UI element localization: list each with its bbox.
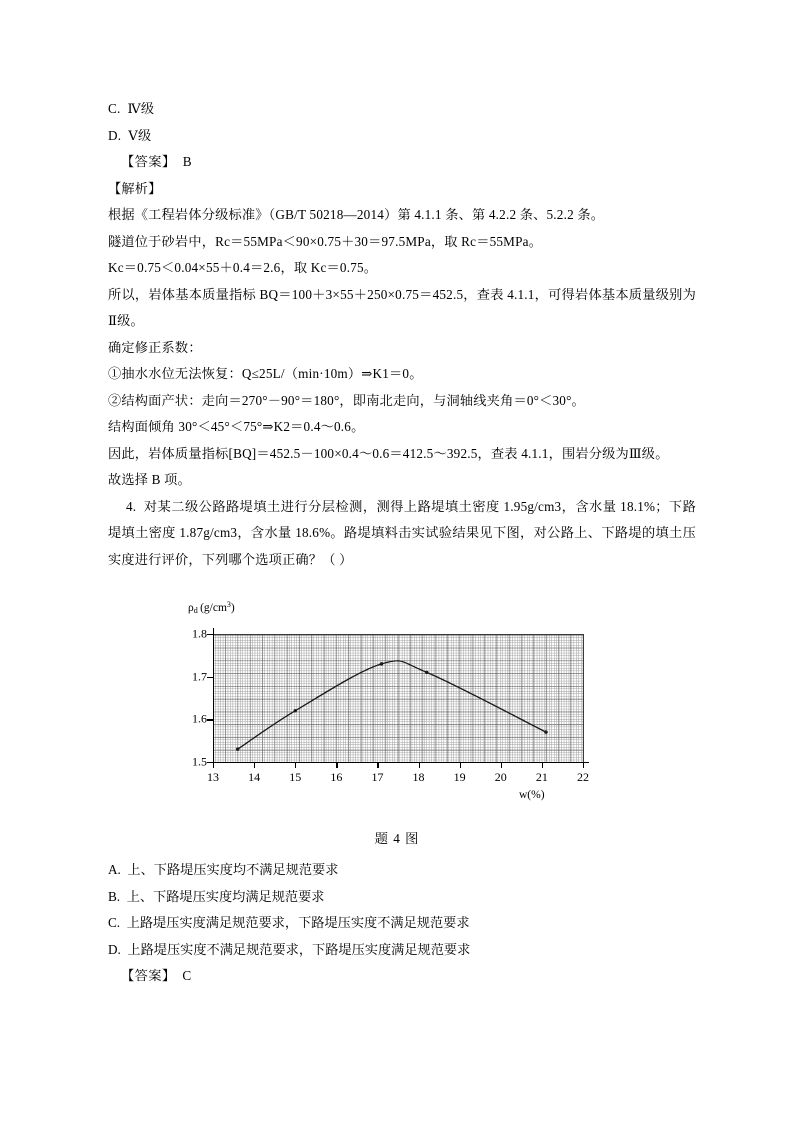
compaction-curve-points [236, 662, 548, 751]
analysis-line-6: ①抽水水位无法恢复：Q≤25L/（min·10m）⇒K1＝0。 [108, 366, 423, 381]
compaction-curve-svg [213, 634, 583, 762]
option-b-label: B. [108, 888, 121, 904]
choice-d [108, 123, 696, 150]
x-tick-label-19: 19 [453, 770, 466, 784]
x-tick-label-21: 21 [535, 770, 548, 784]
option-b [108, 884, 696, 911]
question-4-number: 4. [126, 498, 137, 514]
x-axis-label: w(%) [519, 789, 545, 801]
choice-d-label: D. [108, 127, 122, 143]
answer-q4-value: C [182, 968, 192, 983]
data-point-15-1.62 [294, 709, 297, 712]
option-a-text: 上、下路堤压实度均不满足规范要求 [127, 862, 339, 877]
answer-q3-value: B [182, 154, 192, 169]
x-tick-label-20: 20 [494, 770, 507, 784]
y-tick-label-1.7: 1.7 [192, 669, 207, 684]
question-4-options [108, 857, 696, 990]
data-point-21.1-1.57 [544, 730, 547, 733]
x-tick-17 [377, 762, 378, 768]
x-tick-label-13: 13 [207, 770, 219, 784]
x-tick-label-18: 18 [412, 770, 425, 784]
option-c-text: 上路堤压实度满足规范要求，下路堤压实度不满足规范要求 [126, 915, 470, 930]
answer-q3-label: 【答案】 [121, 154, 176, 169]
analysis-line-2: 隧道位于砂岩中，Rc＝55MPa＜90×0.75＋30＝97.5MPa，取 Rc＝55MPa。 [108, 233, 543, 249]
y-axis-label-rho: ρ [188, 602, 194, 614]
compaction-curve-figure [186, 600, 606, 815]
option-d-label: D. [108, 941, 121, 957]
data-point-17.1-1.73 [380, 662, 383, 665]
answer-q4 [108, 963, 696, 990]
option-a-label: A. [108, 862, 121, 877]
answer-q4-label: 【答案】 [121, 968, 176, 983]
x-tick-16 [336, 762, 337, 768]
analysis-line-9: 因此，岩体质量指标[BQ]＝452.5－100×0.4～0.6＝412.5～392.5，查表 4.1.1，围岩分级为Ⅲ级。 [108, 445, 669, 461]
option-d [108, 937, 696, 964]
option-d-text: 上路堤压实度不满足规范要求，下路堤压实度满足规范要求 [127, 941, 471, 957]
x-tick-14 [254, 762, 255, 768]
y-axis-label-subscript: d [193, 606, 198, 615]
analysis-line-8: 结构面倾角 30°＜45°＜75°⇒K2＝0.4～0.6。 [108, 419, 365, 434]
x-tick-21 [542, 762, 543, 768]
x-tick-22 [583, 762, 584, 768]
x-tick-label-22: 22 [577, 770, 589, 784]
analysis-line-10: 故选择 B 项。 [108, 472, 191, 487]
x-tick-20 [501, 762, 502, 768]
option-a [108, 857, 696, 884]
compaction-curve-line [238, 661, 546, 749]
answer-q3 [108, 149, 696, 176]
x-axis-line [207, 762, 589, 763]
figure-caption: 题 4 图 [374, 831, 420, 846]
y-tick-label-1.8: 1.8 [192, 626, 207, 641]
x-tick-18 [419, 762, 420, 768]
choice-c-text: Ⅳ级 [127, 101, 155, 116]
y-tick-label-1.6: 1.6 [192, 711, 207, 726]
x-tick-label-15: 15 [289, 770, 302, 784]
analysis-line-3: Kc＝0.75＜0.04×55＋0.4＝2.6，取 Kc＝0.75。 [108, 260, 378, 275]
y-axis-label-unit-post: ) [230, 602, 235, 614]
x-tick-label-17: 17 [371, 770, 384, 784]
option-c [108, 910, 696, 937]
data-point-13.6-1.53 [236, 748, 239, 751]
y-axis-label [188, 600, 235, 615]
choice-d-text: Ⅴ级 [128, 127, 152, 143]
analysis-line-5: 确定修正系数： [108, 339, 202, 355]
x-tick-19 [460, 762, 461, 768]
x-tick-label-14: 14 [248, 770, 261, 784]
data-point-18.2-1.71 [425, 671, 428, 674]
y-axis-label-unit-exponent: 3 [226, 600, 231, 609]
document-content [108, 96, 696, 573]
analysis-header: 【解析】 [108, 180, 162, 196]
choice-c [108, 96, 696, 123]
x-tick-13 [213, 762, 214, 768]
choice-c-label: C. [108, 101, 121, 116]
question-4-text: 对某二级公路路堤填土进行分层检测，测得上路堤填土密度 1.95g/cm3，含水量 18.1%；下路堤填土密度 1.87g/cm3，含水量 18.6%。路堤填料击实试验结果见下图，对公路上、下路堤的填土压实度进行评价，下列哪个选项正确？（ ） [108, 498, 696, 567]
x-tick-label-16: 16 [330, 770, 343, 784]
analysis-line-1: 根据《工程岩体分级标准》（GB/T 50218—2014）第 4.1.1 条、第 4.2.2 条、5.2.2 条。 [108, 207, 605, 222]
analysis-line-4: 所以，岩体基本质量指标 BQ＝100＋3×55＋250×0.75＝452.5，查表 4.1.1，可得岩体基本质量级别为Ⅱ级。 [108, 286, 696, 328]
y-tick-label-1.5: 1.5 [192, 754, 207, 769]
x-tick-15 [295, 762, 296, 768]
option-b-text: 上、下路堤压实度均满足规范要求 [126, 888, 325, 904]
analysis-line-7: ②结构面产状：走向＝270°－90°＝180°，即南北走向，与洞轴线夹角＝0°＜30°。 [108, 392, 585, 408]
y-axis-label-unit-pre: (g/cm [200, 602, 227, 614]
question-4 [108, 494, 696, 574]
option-c-label: C. [108, 915, 121, 930]
